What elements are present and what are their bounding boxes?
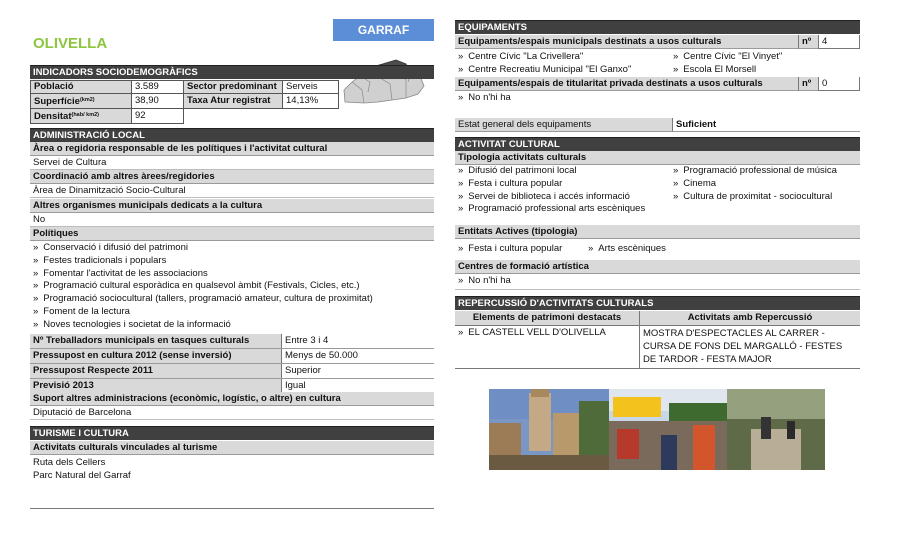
- list-item-text: Centre Cívic "El Vinyet": [683, 51, 783, 62]
- municipality-title: OLIVELLA: [33, 35, 108, 52]
- municipals-num: 4: [818, 35, 860, 49]
- bullet-glyph: »: [33, 242, 39, 253]
- bullet-glyph: »: [673, 190, 679, 202]
- municipals-label: Equipaments/espais municipals destinats a usos culturals: [455, 35, 798, 49]
- bottom-divider: [30, 508, 434, 509]
- list-item: [455, 178, 670, 191]
- list-item: [670, 191, 860, 204]
- region-button[interactable]: GARRAF: [333, 19, 434, 41]
- row-label: Pressupost en cultura 2012 (sense inversió): [30, 349, 281, 363]
- list-item: [670, 178, 860, 191]
- politiques-label: Polítiques: [30, 227, 434, 241]
- superficie-unit: (km2): [79, 97, 95, 103]
- bullet-glyph: »: [33, 280, 39, 292]
- turisme-item: Parc Natural del Garraf: [33, 470, 131, 481]
- row-value: Entre 3 i 4: [281, 334, 434, 348]
- list-item: [30, 255, 434, 268]
- num-label: nº: [798, 77, 818, 91]
- list-item: [455, 92, 860, 105]
- row-value: Menys de 50.000: [281, 349, 434, 363]
- list-item-text: Difusió del patrimoni local: [468, 165, 577, 176]
- bullet-glyph: »: [458, 177, 464, 189]
- tipologia-col2: [670, 165, 860, 203]
- bullet-glyph: »: [458, 63, 464, 75]
- sector-label: Sector predominant: [184, 81, 283, 94]
- turisme-item: Ruta dels Cellers: [33, 457, 106, 468]
- coord-label: Coordinació amb altres àrees/regidories: [30, 170, 434, 184]
- list-item-text: Festa i cultura popular: [468, 243, 563, 254]
- list-item-text: Programació professional arts escèniques: [468, 203, 646, 215]
- repercussio-col-headers: [455, 311, 860, 326]
- list-item-text: Programació professional de música: [683, 165, 837, 176]
- pressupost-table: [30, 334, 434, 394]
- municipals-row: [455, 35, 860, 49]
- list-item-text: Festa i cultura popular: [468, 177, 563, 189]
- col1-header: Elements de patrimoni destacats: [455, 311, 639, 325]
- bullet-glyph: »: [33, 293, 39, 305]
- densitat-value: 92: [132, 109, 184, 124]
- list-item-text: No n'hi ha: [468, 92, 511, 103]
- divider: [455, 289, 860, 290]
- administracio-header: ADMINISTRACIÓ LOCAL: [30, 128, 434, 142]
- list-item: [30, 280, 434, 293]
- list-item-text: Cinema: [683, 177, 717, 189]
- bullet-glyph: »: [458, 190, 464, 202]
- municipals-col1: [455, 51, 675, 77]
- indicadors-header: INDICADORS SOCIODEMOGRÀFICS: [30, 65, 434, 79]
- row-label: Previsió 2013: [30, 379, 281, 393]
- list-item: [585, 243, 666, 256]
- row-label: Pressupost Respecte 2011: [30, 364, 281, 378]
- area-value: Servei de Cultura: [30, 156, 434, 170]
- bullet-glyph: »: [458, 165, 464, 176]
- densitat-label-text: Densitat: [34, 111, 72, 122]
- turisme-label: Activitats culturals vinculades al turisme: [30, 441, 434, 455]
- estat-label: Estat general dels equipaments: [455, 118, 672, 131]
- bullet-glyph: »: [33, 318, 39, 330]
- altres-label: Altres organismes municipals dedicats a la cultura: [30, 199, 434, 213]
- bullet-glyph: »: [33, 305, 39, 317]
- activitat-header: ACTIVITAT CULTURAL: [455, 137, 860, 151]
- superficie-label-text: Superfície: [34, 96, 80, 107]
- densitat-unit: (hab/ km2): [71, 112, 99, 118]
- list-item: [30, 306, 434, 319]
- altres-value: No: [30, 213, 434, 227]
- bullet-glyph: »: [588, 243, 594, 254]
- bullet-glyph: »: [673, 51, 679, 62]
- bullet-glyph: »: [33, 254, 39, 266]
- table-row: [30, 334, 434, 349]
- estat-row: [455, 118, 860, 132]
- indicadors-table: [30, 80, 339, 124]
- bullet-glyph: »: [458, 203, 464, 215]
- privats-num: 0: [818, 77, 860, 91]
- list-item: [30, 319, 434, 332]
- equipaments-header: EQUIPAMENTS: [455, 20, 860, 34]
- bullet-glyph: »: [673, 177, 679, 189]
- bullet-glyph: »: [33, 267, 39, 279]
- list-item-text: Conservació i difusió del patrimoni: [43, 242, 188, 253]
- municipals-col2: [670, 51, 860, 77]
- taxa-label: Taxa Atur registrat: [184, 94, 283, 109]
- list-item: [670, 64, 860, 77]
- table-row: [30, 349, 434, 364]
- col2-header: Activitats amb Repercussió: [639, 311, 860, 325]
- row-value: Igual: [281, 379, 434, 393]
- politiques-list: [30, 242, 434, 332]
- list-item-text: No n'hi ha: [468, 275, 511, 286]
- privats-list: [455, 92, 860, 105]
- bullet-glyph: »: [458, 327, 464, 338]
- tipologia-label: Tipologia activitats culturals: [455, 151, 860, 165]
- bullet-glyph: »: [458, 275, 464, 286]
- privats-label: Equipaments/espais de titularitat privada destinats a usos culturals: [455, 77, 798, 91]
- superficie-label: [31, 94, 132, 109]
- list-item-text: Escola El Morsell: [683, 63, 757, 75]
- list-item: [455, 191, 670, 204]
- row-label: Nº Treballadors municipals en tasques culturals: [30, 334, 281, 348]
- bullet-glyph: »: [458, 243, 464, 254]
- list-item: [455, 243, 562, 256]
- suport-value: Diputació de Barcelona: [30, 406, 434, 420]
- table-row: [30, 364, 434, 379]
- coord-value: Àrea de Dinamització Socio-Cultural: [30, 184, 434, 198]
- photo-castle: [489, 389, 609, 470]
- densitat-label: [31, 109, 132, 124]
- centres-label: Centres de formació artística: [455, 260, 860, 274]
- list-item: [455, 326, 639, 368]
- suport-label: Suport altres administracions (econòmic, logístic, o altre) en cultura: [30, 392, 434, 406]
- list-item-text: Centre Cívic "La Crivellera": [468, 51, 584, 62]
- repercussio-row: [455, 326, 860, 369]
- list-item: [670, 51, 860, 64]
- row-value: Superior: [281, 364, 434, 378]
- photo-fair: [609, 389, 727, 470]
- list-item-text: Programació cultural esporàdica en qualsevol àmbit (Festivals, Cicles, etc.): [43, 280, 360, 292]
- privats-row: [455, 77, 860, 91]
- list-item-text: Programació sociocultural (tallers, programació amateur, cultura de proximitat): [43, 293, 373, 305]
- poblacio-value: 3.589: [132, 81, 184, 94]
- estat-value: Suficient: [672, 118, 860, 131]
- list-item-text: Festes tradicionals i populars: [43, 254, 167, 266]
- list-item: [30, 268, 434, 281]
- list-item: [455, 203, 670, 216]
- bullet-glyph: »: [673, 63, 679, 75]
- taxa-value: 14,13%: [283, 94, 339, 109]
- superficie-value: 38,90: [132, 94, 184, 109]
- repercussio-header: REPERCUSSIÓ D'ACTIVITATS CULTURALS: [455, 296, 860, 310]
- region-map: [340, 56, 428, 106]
- list-item-text: Servei de biblioteca i accés informació: [468, 190, 630, 202]
- list-item-text: Cultura de proximitat - sociocultural: [683, 190, 833, 202]
- list-item: [670, 165, 860, 178]
- poblacio-label: Població: [31, 81, 132, 94]
- list-item-text: Foment de la lectura: [43, 305, 130, 317]
- element-text: EL CASTELL VELL D'OLIVELLA: [468, 327, 606, 338]
- sector-value: Serveis: [283, 81, 339, 94]
- list-item: [30, 242, 434, 255]
- num-label: nº: [798, 35, 818, 49]
- list-item-text: Fomentar l'activitat de les associacions: [43, 267, 208, 279]
- list-item-text: Centre Recreatiu Municipal "El Ganxo": [468, 63, 632, 75]
- list-item: [455, 64, 675, 77]
- turisme-header: TURISME I CULTURA: [30, 426, 434, 440]
- entitats-label: Entitats Actives (tipologia): [455, 225, 860, 239]
- activitats-text: MOSTRA D'ESPECTACLES AL CARRER - CURSA DE FONS DEL MARGALLÓ - FESTES DE TARDOR - FESTA MAJOR: [639, 326, 860, 368]
- list-item-text: Noves tecnologies i societat de la informació: [43, 318, 231, 330]
- bullet-glyph: »: [673, 165, 679, 176]
- photo-race: [727, 389, 825, 470]
- bullet-glyph: »: [458, 51, 464, 62]
- list-item: [455, 165, 670, 178]
- list-item: [30, 293, 434, 306]
- list-item: [455, 275, 511, 288]
- bullet-glyph: »: [458, 92, 464, 103]
- area-label: Àrea o regidoria responsable de les polítiques i l'activitat cultural: [30, 142, 434, 156]
- tipologia-col1: [455, 165, 670, 216]
- list-item: [455, 51, 675, 64]
- list-item-text: Arts escèniques: [598, 243, 666, 254]
